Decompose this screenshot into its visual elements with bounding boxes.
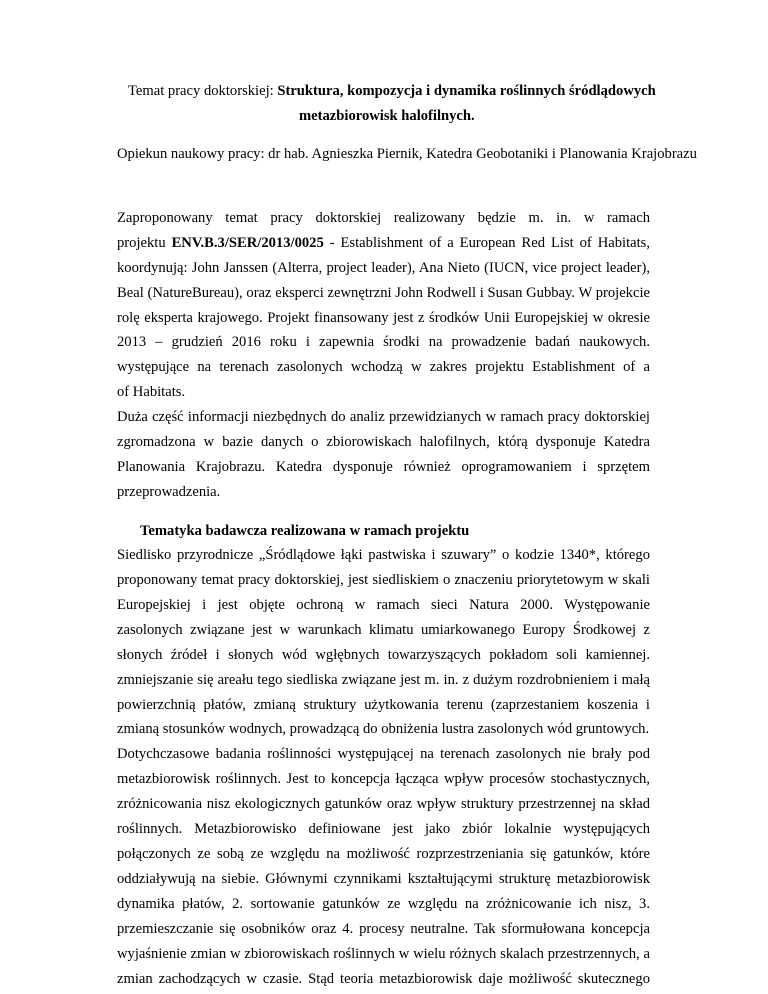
thesis-title-bold-2: metazbiorowisk halofilnych. [299, 108, 475, 124]
intro-line: 2013 – grudzień 2016 roku i zapewnia środki na prowadzenie badań naukowych. [117, 334, 650, 350]
intro-line: projektu ENV.B.3/SER/2013/0025 - Establishment of a European Red List of Habitats, [117, 235, 650, 251]
intro-line: zgromadzona w bazie danych o zbiorowiskach halofilnych, którą dysponuje Katedra [117, 434, 650, 450]
project-code: ENV.B.3/SER/2013/0025 [171, 235, 324, 251]
thesis-title-line-1 [128, 82, 656, 100]
body-line: Dotychczasowe badania roślinności występującej na terenach zasolonych nie brały pod [117, 746, 650, 762]
body-line: przemieszczanie się osobników oraz 4. procesy neutralne. Tak sformułowana koncepcja [117, 921, 650, 937]
intro-line: Planowania Krajobrazu. Katedra dysponuje również oprogramowaniem i sprzętem [117, 459, 650, 475]
intro-line: rolę eksperta krajowego. Projekt finansowany jest z środków Unii Europejskiej w okresie [117, 310, 650, 326]
supervisor-line: Opiekun naukowy pracy: dr hab. Agnieszka Piernik, Katedra Geobotaniki i Planowania Krajobrazu [117, 146, 697, 162]
body-line: słonych źródeł i słonych wód wgłębnych towarzyszących pokładom soli kamiennej. [117, 647, 650, 663]
body-line: metazbiorowisk roślinnych. Jest to koncepcja łącząca wpływ procesów stochastycznych, [117, 771, 650, 787]
body-line: Europejskiej i jest objęte ochroną w ramach sieci Natura 2000. Występowanie [117, 597, 650, 613]
body-line: zmianą stosunków wodnych, prowadzącą do obniżenia lustra zasolonych wód gruntowych. [117, 721, 650, 737]
thesis-title-prefix: Temat pracy doktorskiej: [128, 83, 278, 99]
intro-line: przeprowadzenia. [117, 484, 221, 500]
body-line: wyjaśnienie zmian w zbiorowiskach roślinnych w wielu różnych skalach przestrzennych, a [117, 946, 650, 962]
body-line: zasolonych związane jest w warunkach klimatu umiarkowanego Europy Środkowej z [117, 622, 650, 638]
body-line: dynamika płatów, 2. sortowanie gatunków ze względu na zróżnicowanie ich nisz, 3. [117, 896, 650, 912]
body-line: proponowany temat pracy doktorskiej, jest siedliskiem o znaczeniu priorytetowym w skali [117, 572, 650, 588]
body-line: zmian zachodzących w czasie. Stąd teoria metazbiorowisk daje możliwość skutecznego [117, 971, 650, 987]
intro-line: występujące na terenach zasolonych wchodzą w zakres projektu Establishment of a [117, 359, 650, 375]
section-heading: Tematyka badawcza realizowana w ramach projektu [140, 523, 470, 539]
body-line: zróżnicowania nisz ekologicznych gatunków oraz wpływ struktury przestrzennej na skład [117, 796, 650, 812]
thesis-title-line-2 [299, 107, 475, 125]
body-line: roślinnych. Metazbiorowisko definiowane jest jako zbiór lokalnie występujących [117, 821, 650, 837]
intro-line: Zaproponowany temat pracy doktorskiej realizowany będzie m. in. w ramach [117, 210, 650, 226]
body-line: oddziaływują na siebie. Głównymi czynnikami kształtującymi strukturę metazbiorowisk [117, 871, 650, 887]
intro-line: koordynują: John Janssen (Alterra, project leader), Ana Nieto (IUCN, vice project leader), [117, 260, 650, 276]
body-line: połączonych ze sobą ze względu na możliwość rozprzestrzeniania się gatunków, które [117, 846, 650, 862]
thesis-title-bold-1: Struktura, kompozycja i dynamika roślinnych śródlądowych [277, 83, 656, 99]
intro-line: of Habitats. [117, 384, 186, 400]
intro-line: Duża część informacji niezbędnych do analiz przewidzianych w ramach pracy doktorskiej [117, 409, 650, 425]
intro-line: Beal (NatureBureau), oraz eksperci zewnętrzni John Rodwell i Susan Gubbay. W projekcie [117, 285, 650, 301]
body-line: powierzchnią płatów, zmianą struktury użytkowania terenu (zaprzestaniem koszenia i [117, 697, 650, 713]
body-line: zmniejszanie się areału tego siedliska związane jest m. in. z dużym rozdrobnieniem i małą [117, 672, 650, 688]
body-line: Siedlisko przyrodnicze „Śródlądowe łąki pastwiska i szuwary” o kodzie 1340*, którego [117, 547, 650, 563]
